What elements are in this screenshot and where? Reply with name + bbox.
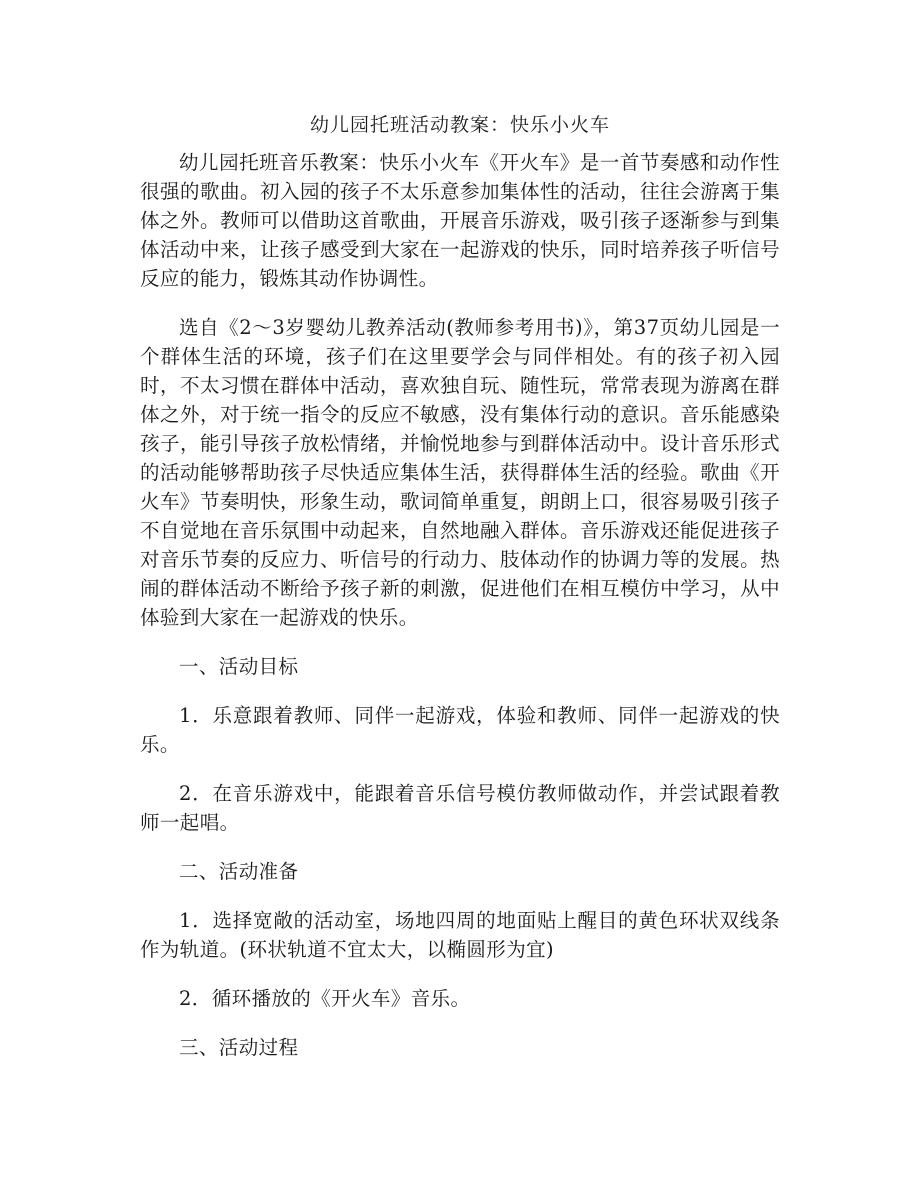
intro-paragraph: 幼儿园托班音乐教案：快乐小火车《开火车》是一首节奏感和动作性很强的歌曲。初入园的孩子不太乐意参加集体性的活动，往往会游离于集体之外。教师可以借助这首歌曲，开展音乐游戏，吸引孩子逐渐参与到集体活动中来，让孩子感受到大家在一起游戏的快乐，同时培养孩子听信号反应的能力，锻炼其动作协调性。	[140, 151, 780, 290]
goal-item-1: 1．乐意跟着教师、同伴一起游戏，体验和教师、同伴一起游戏的快乐。	[140, 704, 780, 756]
section-heading-goals: 一、活动目标	[179, 655, 299, 678]
section-heading-preparation: 二、活动准备	[179, 860, 299, 883]
document-body	[140, 148, 780, 1082]
goal-item-2: 2．在音乐游戏中，能跟着音乐信号模仿教师做动作，并尝试跟着教师一起唱。	[140, 782, 780, 834]
preparation-item-1: 1．选择宽敞的活动室，场地四周的地面贴上醒目的黄色环状双线条作为轨道。(环状轨道不宜太大，以椭圆形为宜)	[140, 909, 780, 961]
section-heading-process: 三、活动过程	[179, 1036, 299, 1059]
preparation-item-2: 2．循环播放的《开火车》音乐。	[179, 987, 471, 1010]
document-title: 幼儿园托班活动教案：快乐小火车	[309, 114, 610, 136]
background-paragraph: 选自《2～3岁婴幼儿教养活动(教师参考用书)》，第37页幼儿园是一个群体生活的环境，孩子们在这里要学会与同伴相处。有的孩子初入园时，不太习惯在群体中活动，喜欢独自玩、随性玩，常常表现为游离在群体之外，对于统一指令的反应不敏感，没有集体行动的意识。音乐能感染孩子，能引导孩子放松情绪，并愉悦地参与到群体活动中。设计音乐形式的活动能够帮助孩子尽快适应集体生活，获得群体生活的经验。歌曲《开火车》节奏明快，形象生动，歌词简单重复，朗朗上口，很容易吸引孩子不自觉地在音乐氛围中动起来，自然地融入群体。音乐游戏还能促进孩子对音乐节奏的反应力、听信号的行动力、肢体动作的协调力等的发展。热闹的群体活动不断给予孩子新的刺激，促进他们在相互模仿中学习，从中体验到大家在一起游戏的快乐。	[140, 316, 780, 629]
